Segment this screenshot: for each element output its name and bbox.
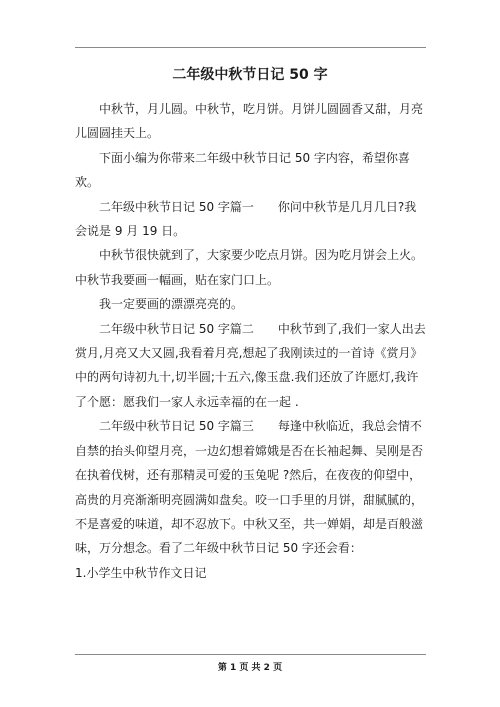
paragraph: 中秋节，月儿圆。中秋节，吃月饼。月饼儿圆圆香又甜，月亮儿圆圆挂天上。 — [75, 102, 424, 141]
document-title: 二年级中秋节日记 50 字 — [172, 67, 328, 83]
paragraph: 二年级中秋节日记 50 字篇三 每逢中秋临近，我总会情不自禁的抬头仰望月亮，一边幻想着嫦娥是否在长袖起舞、吴刚是否在执着伐树，还有那精灵可爱的玉兔呢 ?然后，在夜夜的仰望中，高贵的月亮渐渐明亮圆满如盘矣。咬一口手里的月饼，甜腻腻的，不是喜爱的味道，却不忍放下。中秋又至，共一婵娟，却是百般滋味，万分想念。看了二年级中秋节日记 50 字还会看： — [75, 419, 424, 556]
document-body — [75, 97, 426, 585]
paragraph: 二年级中秋节日记 50 字篇一 你问中秋节是几月几日?我会说是 9 月 19 日。 — [75, 199, 417, 239]
paragraph: 下面小编为你带来二年级中秋节日记 50 字内容，希望你喜欢。 — [75, 150, 410, 190]
header-rule — [75, 47, 426, 48]
page-number: 第 1 页 共 2 页 — [217, 663, 283, 673]
footer-rule — [75, 654, 426, 655]
paragraph: 我一定要画的漂漂亮亮的。 — [99, 297, 244, 312]
list-item: 1.小学生中秋节作文日记 — [75, 565, 207, 580]
paragraph: 二年级中秋节日记 50 字篇二 中秋节到了,我们一家人出去赏月,月亮又大又圆,我看着月亮,想起了我刚读过的一首诗《赏月》中的两句诗初九十,切半圆;十五六,像玉盘.我们还放了许愿灯,我许了个愿：愿我们一家人永远幸福的在一起 . — [75, 321, 426, 409]
paragraph: 中秋节很快就到了，大家要少吃点月饼。因为吃月饼会上火。中秋节我要画一幅画，贴在家门口上。 — [75, 248, 424, 287]
